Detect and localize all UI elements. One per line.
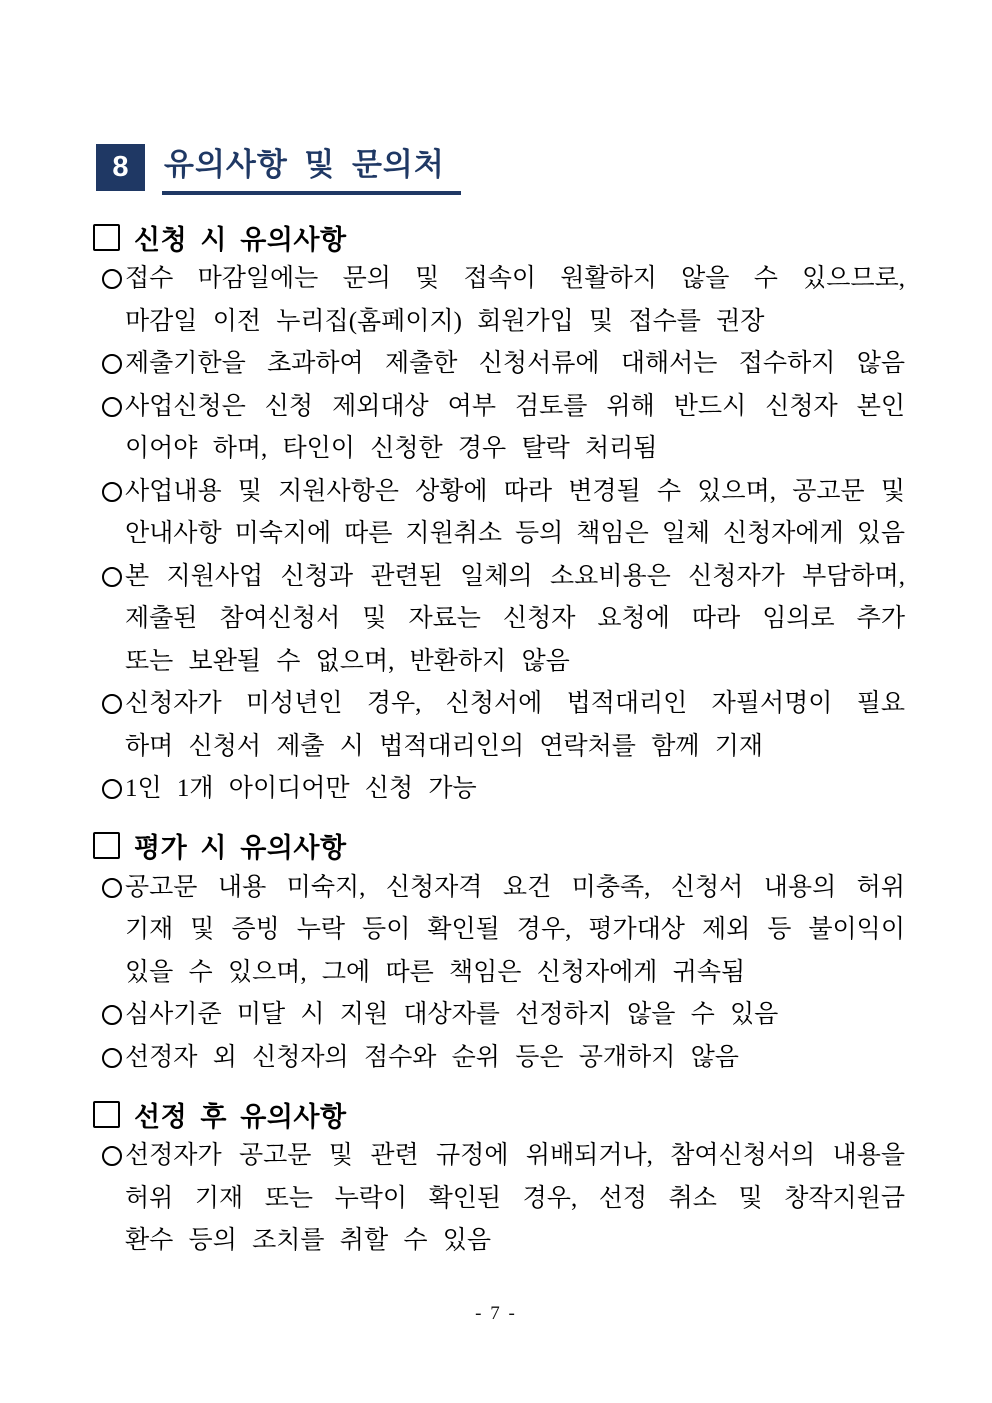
bullet-line: 본 지원사업 신청과 관련된 일체의 소요비용은 신청자가 부담하며,: [125, 562, 905, 590]
bullet-item: [125, 683, 905, 768]
bullet-item: [125, 343, 905, 386]
section-header-band: [96, 144, 461, 195]
bullet-line: 선정자가 공고문 및 관련 규정에 위배되거나, 참여신청서의 내용을: [125, 1142, 905, 1169]
bullet-item: [125, 556, 905, 684]
notice-section: [0, 826, 992, 1080]
bullet-line: 허위 기재 또는 누락이 확인된 경우, 선정 취소 및 창작지원금: [125, 1184, 905, 1212]
bullet-item: [125, 994, 905, 1037]
section-heading: [93, 1094, 905, 1134]
page-number: - 7 -: [475, 1303, 517, 1324]
bullet-line: 사업신청은 신청 제외대상 여부 검토를 위해 반드시 신청자 본인: [125, 392, 905, 420]
bullet-line: 환수 등의 조치를 취할 수 있음: [125, 1227, 492, 1254]
notice-section: [0, 1094, 992, 1263]
notice-content: [0, 202, 992, 1263]
circle-bullet-icon: [102, 397, 122, 417]
section-heading-label: 신청 시 유의사항: [134, 224, 347, 255]
bullet-item: [125, 1135, 905, 1263]
circle-bullet-icon: [102, 878, 122, 898]
page-title: 유의사항 및 문의처: [164, 147, 445, 182]
section-heading-label: 선정 후 유의사항: [134, 1101, 347, 1132]
bullet-line: 마감일 이전 누리집(홈페이지) 회원가입 및 접수를 권장: [125, 307, 765, 335]
bullet-item: [125, 1037, 905, 1080]
circle-bullet-icon: [102, 779, 122, 799]
bullet-item: [125, 258, 905, 343]
bullet-line: 하며 신청서 제출 시 법적대리인의 연락처를 함께 기재: [125, 732, 764, 760]
circle-bullet-icon: [102, 694, 122, 714]
checkbox-square-icon: [93, 224, 120, 251]
bullet-line: 사업내용 및 지원사항은 상황에 따라 변경될 수 있으며, 공고문 및: [125, 477, 905, 505]
circle-bullet-icon: [102, 269, 122, 289]
bullet-line: 1인 1개 아이디어만 신청 가능: [125, 775, 477, 802]
checkbox-square-icon: [93, 1101, 120, 1128]
section-heading: [93, 217, 905, 257]
bullet-line: 안내사항 미숙지에 따른 지원취소 등의 책임은 일체 신청자에게 있음: [125, 520, 905, 547]
bullet-item: [125, 471, 905, 556]
circle-bullet-icon: [102, 482, 122, 502]
bullet-line: 제출기한을 초과하여 제출한 신청서류에 대해서는 접수하지 않음: [125, 350, 905, 377]
bullet-list: [0, 867, 992, 1080]
bullet-item: [125, 768, 905, 811]
checkbox-square-icon: [93, 832, 120, 859]
bullet-line: 또는 보완될 수 없으며, 반환하지 않음: [125, 647, 570, 675]
bullet-list: [0, 1135, 992, 1263]
bullet-line: 이어야 하며, 타인이 신청한 경우 탈락 처리됨: [125, 435, 658, 462]
section-heading-label: 평가 시 유의사항: [134, 833, 347, 863]
bullet-item: [125, 867, 905, 995]
circle-bullet-icon: [102, 1048, 122, 1068]
circle-bullet-icon: [102, 567, 122, 587]
circle-bullet-icon: [102, 1005, 122, 1025]
bullet-item: [125, 386, 905, 471]
circle-bullet-icon: [102, 354, 122, 374]
section-title-underline: [162, 144, 461, 195]
bullet-line: 기재 및 증빙 누락 등이 확인될 경우, 평가대상 제외 등 불이익이: [125, 916, 905, 943]
bullet-line: 선정자 외 신청자의 점수와 순위 등은 공개하지 않음: [125, 1043, 739, 1071]
section-heading: [93, 826, 905, 866]
bullet-line: 신청자가 미성년인 경우, 신청서에 법적대리인 자필서명이 필요: [125, 690, 905, 717]
bullet-line: 공고문 내용 미숙지, 신청자격 요건 미충족, 신청서 내용의 허위: [125, 873, 905, 901]
bullet-line: 심사기준 미달 시 지원 대상자를 선정하지 않을 수 있음: [125, 1001, 779, 1028]
bullet-line: 있을 수 있으며, 그에 따른 책임은 신청자에게 귀속됨: [125, 958, 746, 986]
notice-section: [0, 217, 992, 811]
circle-bullet-icon: [102, 1146, 122, 1166]
section-number-badge: 8: [96, 144, 145, 191]
bullet-line: 제출된 참여신청서 및 자료는 신청자 요청에 따라 임의로 추가: [125, 605, 905, 632]
bullet-list: [0, 258, 992, 811]
bullet-line: 접수 마감일에는 문의 및 접속이 원활하지 않을 수 있으므로,: [125, 265, 905, 292]
